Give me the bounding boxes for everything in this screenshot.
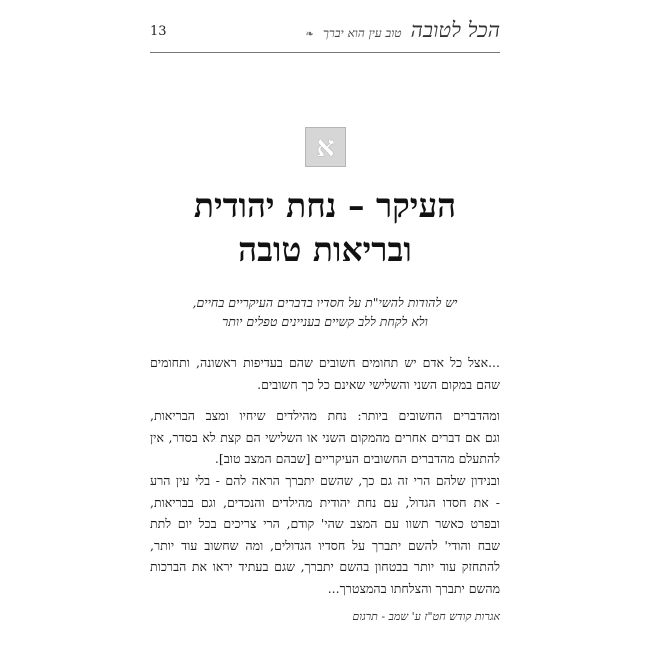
chapter-letter: א [316,130,335,163]
chapter-title-line-1: העיקר – נחת יהודית [193,186,457,225]
book-title: הכל לטובה [410,18,500,42]
text-line: מהשם יתברך והצלחתו בהמצטרך... [327,580,500,596]
text-line: ומהדברים החשובים ביותר: נחת מהילדים שיחיו ומצב הבריאות, [150,408,500,423]
text-line: ...אצל כל אדם יש תחומים חשובים שהם בעדיפות ראשונה, ותחומים [150,355,500,370]
page-number: 13 [150,24,167,39]
page-header [150,18,500,53]
text-line: ובנידון שלהם הרי זה גם כך, שהשם יתברך הראה להם - בלי עין הרע [150,473,500,488]
running-head [305,18,500,43]
text-line: ובפרט כאשר תשוו עם המצב שהי' קודם, הרי צריכים בכל יום לתת [150,516,500,531]
paragraph-2 [150,405,500,470]
chapter-letter-box [305,127,346,167]
text-line: וגם אם דברים אחרים מהמקום השני או השלישי הם קצת לא בסדר, אין [150,429,500,445]
chapter-subtitle-line-2: ולא לקחת ללב קשיים בעניינים טפלים יותר [222,314,428,329]
running-head-subtitle: טוב עין הוא יברך [322,26,402,40]
text-line: שהם במקום השני והשלישי שאינם כל כך חשובים. [257,376,500,392]
chapter-subtitle-line-1: יש להודות להשי"ת על חסדיו בדברים העיקריים בחיים, [192,295,458,310]
text-line: - את חסדו הגדול, עם נחת יהודית מהילדים והנכדים, וגם בבריאות, [150,494,500,510]
text-line: שבח והודי' להשם יתברך על חסדיו הגדולים, ומה שחשוב עוד יותר, [150,537,500,553]
chapter-title-line-2: ובריאות טובה [238,230,412,269]
source-citation: אגרות קודש חט"ז ע' שמב - תרגום [352,610,500,623]
ornament-icon: ❧ [305,29,314,40]
paragraph-1 [150,352,500,395]
text-line: להתעלם מהדברים החשובים העיקריים [שבהם המצב טוב]. [214,451,500,466]
paragraph-3 [150,470,500,599]
text-line: להתחזק עוד יותר בבטחון בהשם יתברך, שגם בעתיד יראו את הברכות [150,559,500,574]
